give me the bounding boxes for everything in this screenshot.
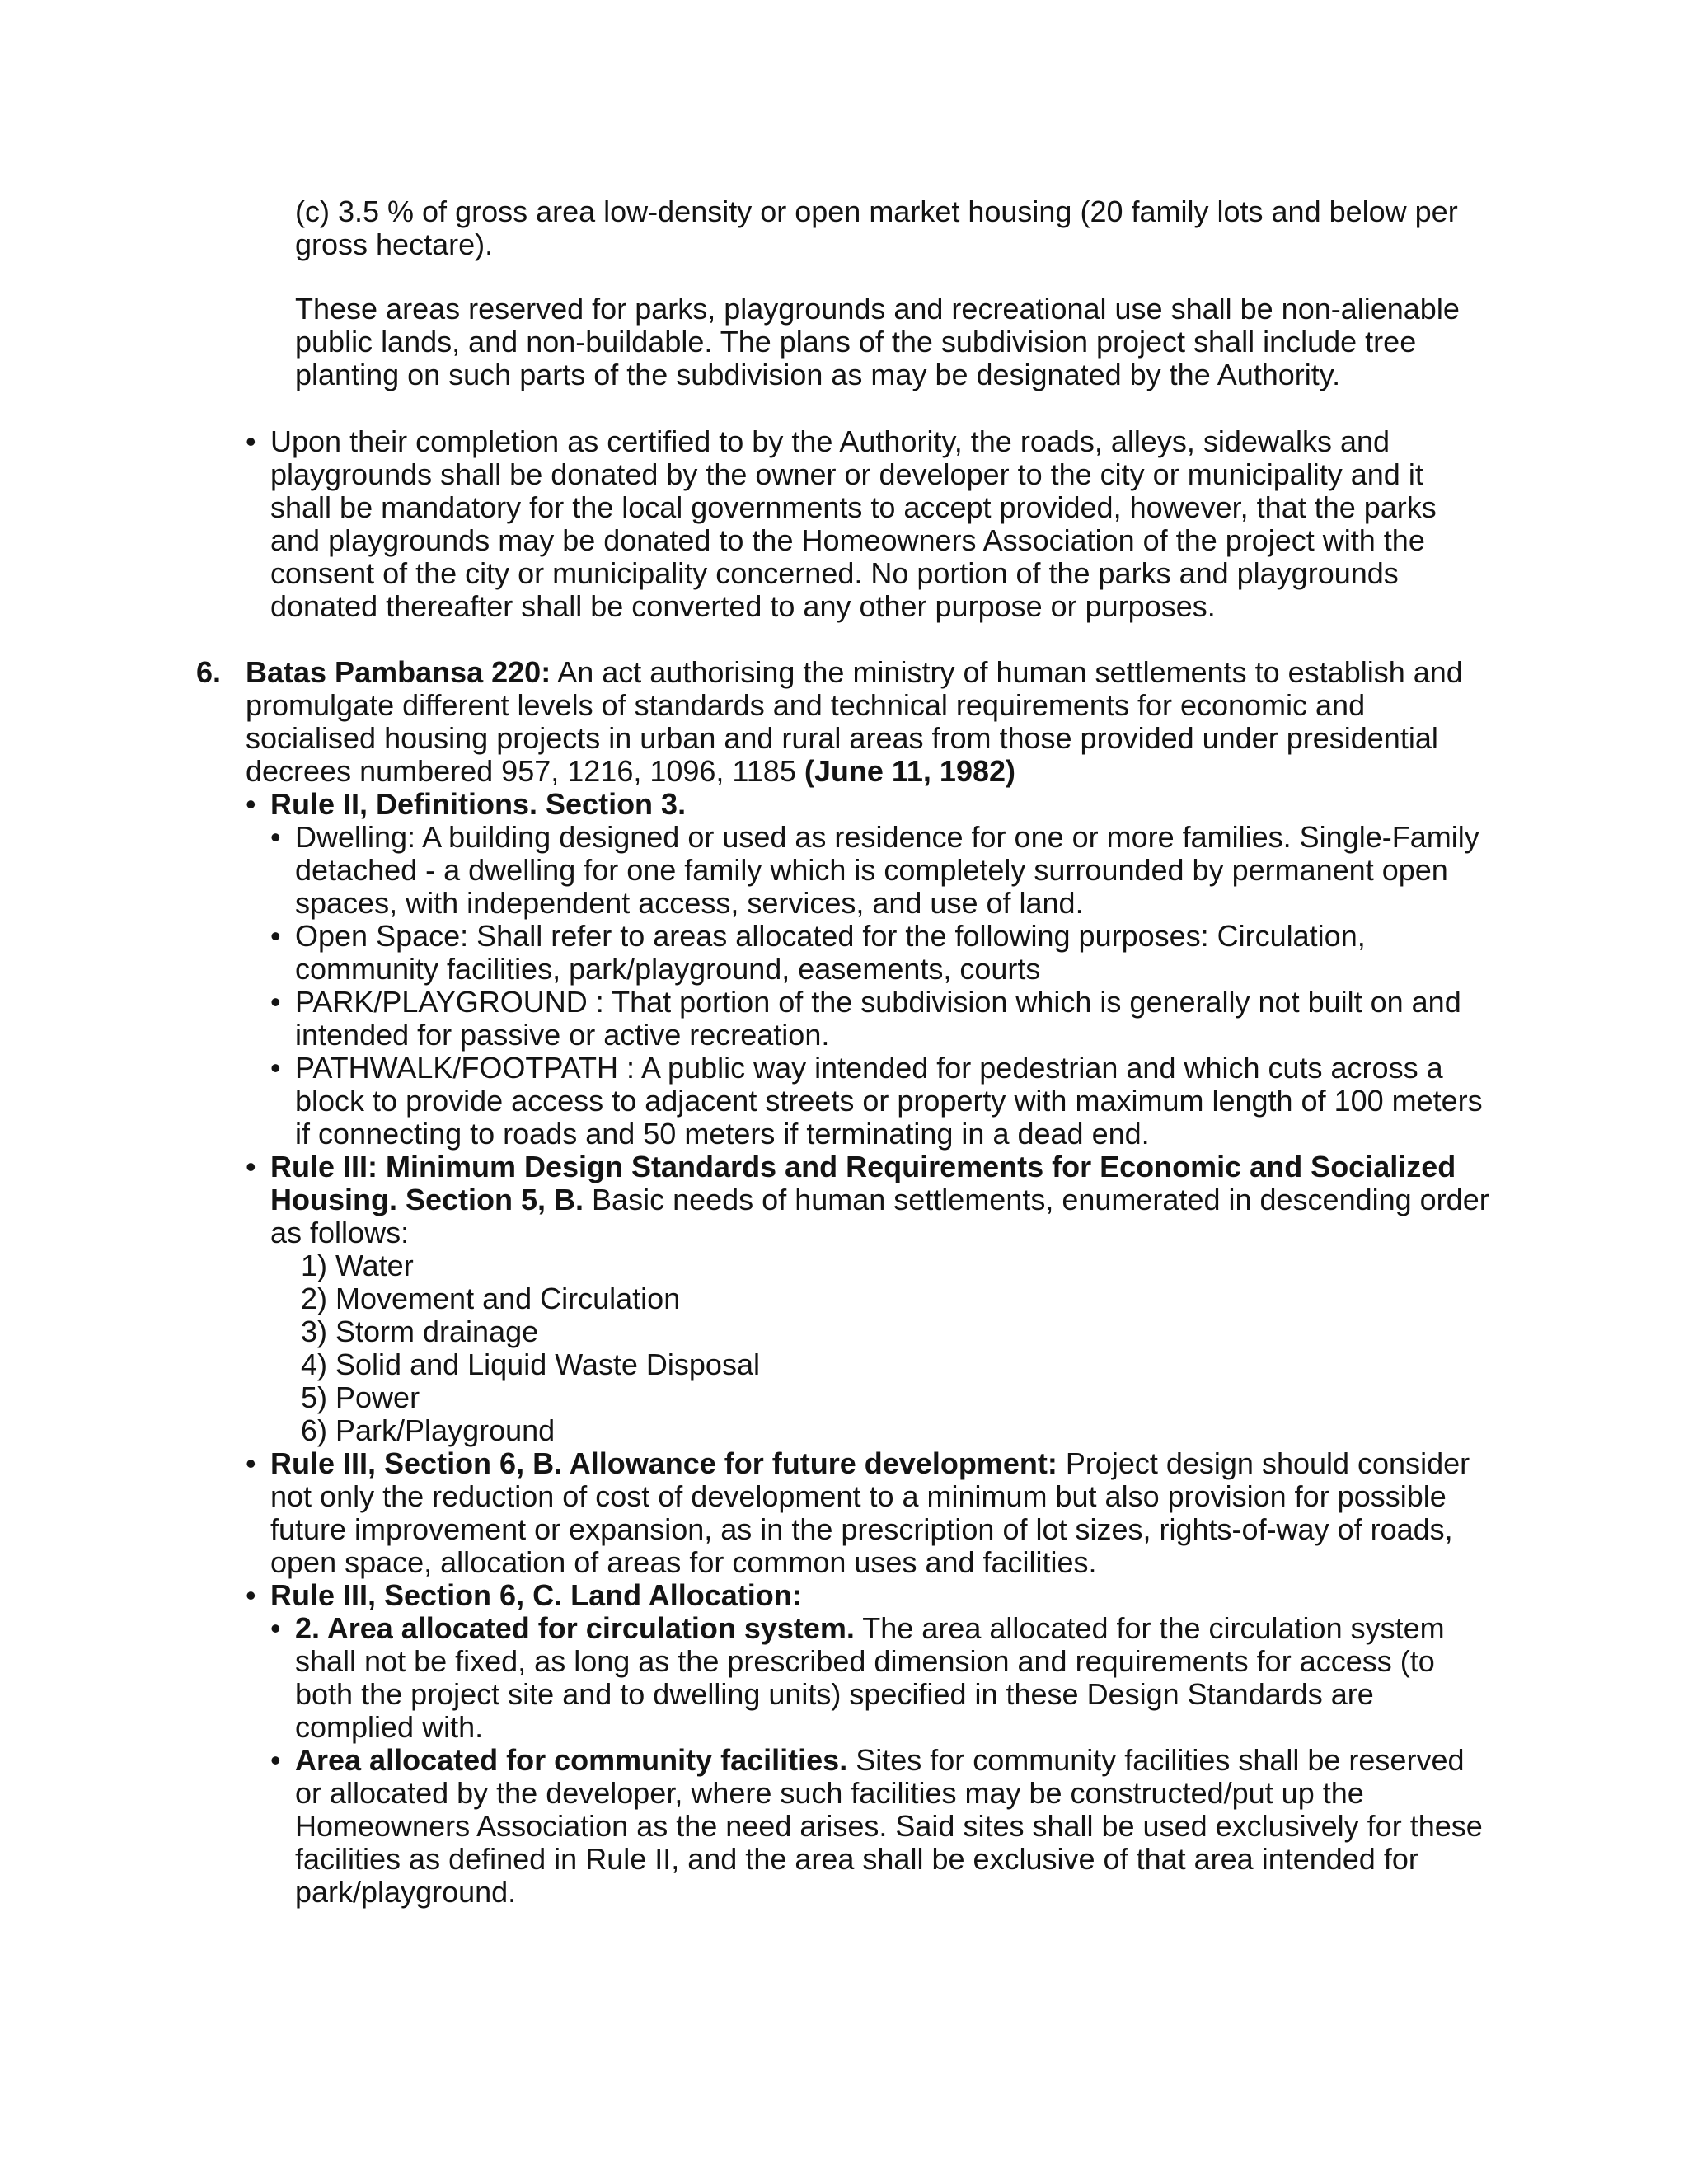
rule-3-section-6b-text (270, 1447, 1507, 1579)
donation-bullet-text: Upon their completion as certified to by the Authority, the roads, alleys, sidewalks and playgrounds shall be donated by the owner or developer to the city or municipality and it shall be mandatory for the local governments to accept provided, however, that the parks and playgrounds may be donated to the Homeowners Association of the project with the consent of the city or municipality concerned. No portion of the parks and playgrounds donated thereafter shall be converted to any other purpose or purposes. (270, 424, 1437, 623)
section-6-body: An act authorising the ministry of human settlements to establish and promulgate different levels of standards and technical requirements for economic and socialised housing projects in urban and rural areas from those provided under presidential decrees numbered 957, 1216, 1096, 1185 (246, 655, 1463, 788)
bullet-glyph: • (270, 919, 281, 953)
rule-3-section-5-heading: Rule III: Minimum Design Standards and Requirements for Economic and Socialized Housing. Section 5, B. (270, 1150, 1456, 1216)
rule-3-section-6b-heading: Rule III, Section 6, B. Allowance for future development: (270, 1446, 1057, 1480)
rule-2-heading: Rule II, Definitions. Section 3. (270, 787, 687, 821)
bullet-glyph: • (246, 1446, 256, 1480)
bullet-glyph: • (246, 1578, 256, 1612)
section-6-date: (June 11, 1982) (804, 754, 1016, 788)
rule-3-section-5-body: Basic needs of human settlements, enumerated in descending order as follows: (270, 1183, 1489, 1249)
section-6-title: Batas Pambansa 220: (246, 655, 551, 689)
bullet-glyph: • (246, 424, 256, 458)
section-number: 6. (196, 655, 222, 689)
bullet-glyph: • (270, 820, 281, 854)
item-c-paragraph: (c) 3.5 % of gross area low-density or open market housing (20 family lots and below per gross hectare). (295, 194, 1458, 261)
circulation-allocation-text (295, 1612, 1490, 1744)
need-item: 5) Power (301, 1380, 420, 1414)
need-item: 6) Park/Playground (301, 1413, 556, 1447)
need-item: 2) Movement and Circulation (301, 1282, 681, 1315)
need-item: 4) Solid and Liquid Waste Disposal (301, 1347, 760, 1381)
definition-text: Open Space: Shall refer to areas allocated for the following purposes: Circulation, community facilities, park/playground, easements, courts (295, 919, 1366, 986)
need-item: 1) Water (301, 1249, 414, 1282)
rule-3-section-5-text (270, 1151, 1507, 1249)
bullet-glyph: • (270, 1743, 281, 1777)
bullet-glyph: • (246, 787, 256, 821)
rule-3-section-6b-body: Project design should consider not only the reduction of cost of development to a minimum but also provision for possible future improvement or expansion, as in the prescription of lot sizes, rights-of-way of roads, open space, allocation of areas for common uses and facilities. (270, 1446, 1470, 1579)
rule-3-section-6c-heading: Rule III, Section 6, C. Land Allocation: (270, 1578, 802, 1612)
section-6-paragraph (246, 656, 1482, 788)
need-item: 3) Storm drainage (301, 1315, 539, 1348)
community-facilities-heading: Area allocated for community facilities. (295, 1743, 848, 1777)
reserved-areas-paragraph: These areas reserved for parks, playgrounds and recreational use shall be non-alienable public lands, and non-buildable. The plans of the subdivision project shall include tree planting on such parts of the subdivision as may be designated by the Authority. (295, 292, 1460, 391)
circulation-allocation-body: The area allocated for the circulation system shall not be fixed, as long as the prescribed dimension and requirements for access (to both the project site and to dwelling units) specified in these Design Standards are complied with. (295, 1611, 1445, 1744)
community-facilities-body: Sites for community facilities shall be reserved or allocated by the developer, where such facilities may be constructed/put up the Homeowners Association as the need arises. Said sites shall be used exclusively for these facilities as defined in Rule II, and the area shall be exclusive of that area intended for park/playground. (295, 1743, 1483, 1909)
bullet-glyph: • (246, 1150, 256, 1183)
definition-text: PATHWALK/FOOTPATH : A public way intended for pedestrian and which cuts across a block to provide access to adjacent streets or property with maximum length of 100 meters if connecting to roads and 50 meters if terminating in a dead end. (295, 1051, 1483, 1151)
community-facilities-text (295, 1744, 1490, 1909)
bullet-glyph: • (270, 985, 281, 1019)
bullet-glyph: • (270, 1611, 281, 1645)
circulation-allocation-heading: 2. Area allocated for circulation system. (295, 1611, 855, 1645)
definition-text: Dwelling: A building designed or used as residence for one or more families. Single-Family detached - a dwelling for one family which is completely surrounded by permanent open spaces, with independent access, services, and use of land. (295, 820, 1479, 920)
bullet-glyph: • (270, 1051, 281, 1085)
definition-text: PARK/PLAYGROUND : That portion of the subdivision which is generally not built on and intended for passive or active recreation. (295, 985, 1461, 1052)
